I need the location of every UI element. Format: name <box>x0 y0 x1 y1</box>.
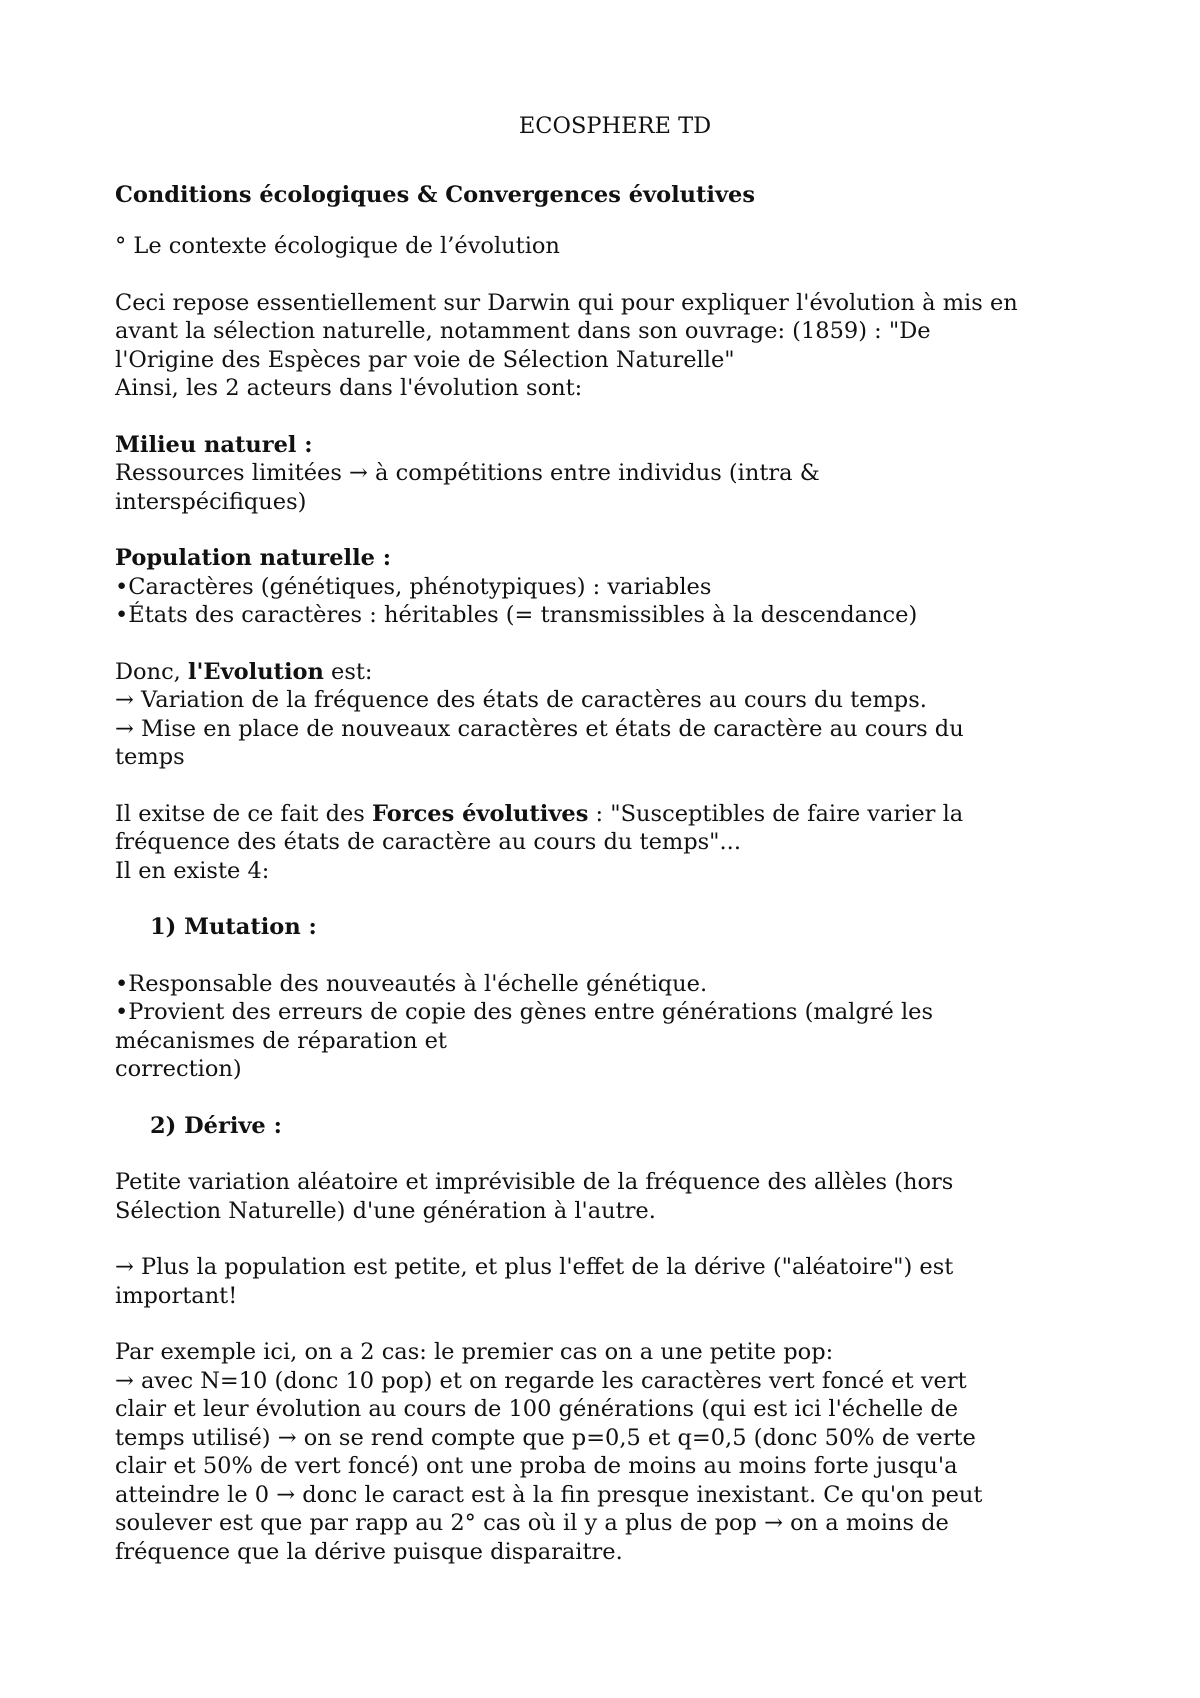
evolution-suffix: est: <box>323 658 373 685</box>
document-content <box>115 112 1115 1566</box>
derive-line: fréquence que la dérive puisque disparaitre. <box>115 1538 623 1565</box>
milieu-label: Milieu naturel : <box>115 431 313 458</box>
mutation-line: •Responsable des nouveautés à l'échelle génétique. <box>115 970 708 997</box>
forces-block <box>115 800 1115 886</box>
intro-line: l'Origine des Espèces par voie de Sélection Naturelle" <box>115 346 735 373</box>
derive-paragraph-2 <box>115 1253 1115 1310</box>
derive-line: Par exemple ici, on a 2 cas: le premier cas on a une petite pop: <box>115 1339 834 1365</box>
intro-line: avant la sélection naturelle, notamment dans son ouvrage: (1859) : "De <box>115 318 931 344</box>
forces-bold: Forces évolutives <box>371 800 589 827</box>
milieu-block <box>115 431 1115 517</box>
mutation-block <box>115 970 1115 1084</box>
forces-intro-line <box>115 800 1115 829</box>
derive-line: temps utilisé) → on se rend compte que p=0,5 et q=0,5 (donc 50% de verte <box>115 1424 976 1451</box>
intro-line: Ceci repose essentiellement sur Darwin qui pour expliquer l'évolution à mis en <box>115 289 1018 316</box>
derive-line: Petite variation aléatoire et imprévisible de la fréquence des allèles (hors <box>115 1169 954 1195</box>
derive-line: Sélection Naturelle) d'une génération à l'autre. <box>115 1197 656 1224</box>
milieu-line: Ressources limitées → à compétitions entre individus (intra & <box>115 460 820 486</box>
section-line: ° Le contexte écologique de l’évolution <box>115 233 560 259</box>
mutation-heading: 1) Mutation : <box>150 914 317 940</box>
evolution-intro-line <box>115 658 1115 687</box>
mutation-line: correction) <box>115 1056 242 1082</box>
forces-line: fréquence des états de caractère au cours du temps"... <box>115 829 741 855</box>
evolution-prefix: Donc, <box>115 658 188 685</box>
document-heading: Conditions écologiques & Convergences évolutives <box>115 181 756 208</box>
evolution-block <box>115 658 1115 772</box>
forces-line: Il en existe 4: <box>115 857 270 884</box>
population-label: Population naturelle : <box>115 545 392 571</box>
derive-line: important! <box>115 1282 238 1309</box>
derive-line: atteindre le 0 → donc le caract est à la fin presque inexistant. Ce qu'on peut <box>115 1481 983 1508</box>
derive-line: → Plus la population est petite, et plus l'effet de la dérive ("aléatoire") est <box>115 1254 954 1280</box>
derive-heading: 2) Dérive : <box>150 1112 282 1139</box>
derive-paragraph-3 <box>115 1338 1115 1566</box>
evolution-line: → Variation de la fréquence des états de caractères au cours du temps. <box>115 687 927 713</box>
intro-line: Ainsi, les 2 acteurs dans l'évolution sont: <box>115 375 583 401</box>
mutation-line: mécanismes de réparation et <box>115 1027 447 1054</box>
derive-paragraph-1 <box>115 1168 1115 1225</box>
evolution-line: → Mise en place de nouveaux caractères et états de caractère au cours du <box>115 715 964 742</box>
derive-line: clair et 50% de vert foncé) ont une proba de moins au moins forte jusqu'a <box>115 1453 958 1479</box>
mutation-line: •Provient des erreurs de copie des gènes entre générations (malgré les <box>115 999 933 1025</box>
derive-line: soulever est que par rapp au 2° cas où il y a plus de pop → on a moins de <box>115 1510 949 1536</box>
forces-suffix: : "Susceptibles de faire varier la <box>588 800 964 827</box>
document-title: ECOSPHERE TD <box>518 113 712 139</box>
derive-line: clair et leur évolution au cours de 100 générations (qui est ici l'échelle de <box>115 1396 959 1422</box>
population-line: •Caractères (génétiques, phénotypiques) : variables <box>115 573 712 600</box>
derive-line: → avec N=10 (donc 10 pop) et on regarde les caractères vert foncé et vert <box>115 1367 967 1394</box>
forces-prefix: Il exitse de ce fait des <box>115 800 372 827</box>
milieu-line: interspécifiques) <box>115 488 307 515</box>
population-block <box>115 544 1115 630</box>
intro-paragraph <box>115 289 1115 403</box>
evolution-bold: l'Evolution <box>187 658 324 685</box>
population-line: •États des caractères : héritables (= transmissibles à la descendance) <box>115 602 918 628</box>
evolution-line: temps <box>115 744 185 770</box>
